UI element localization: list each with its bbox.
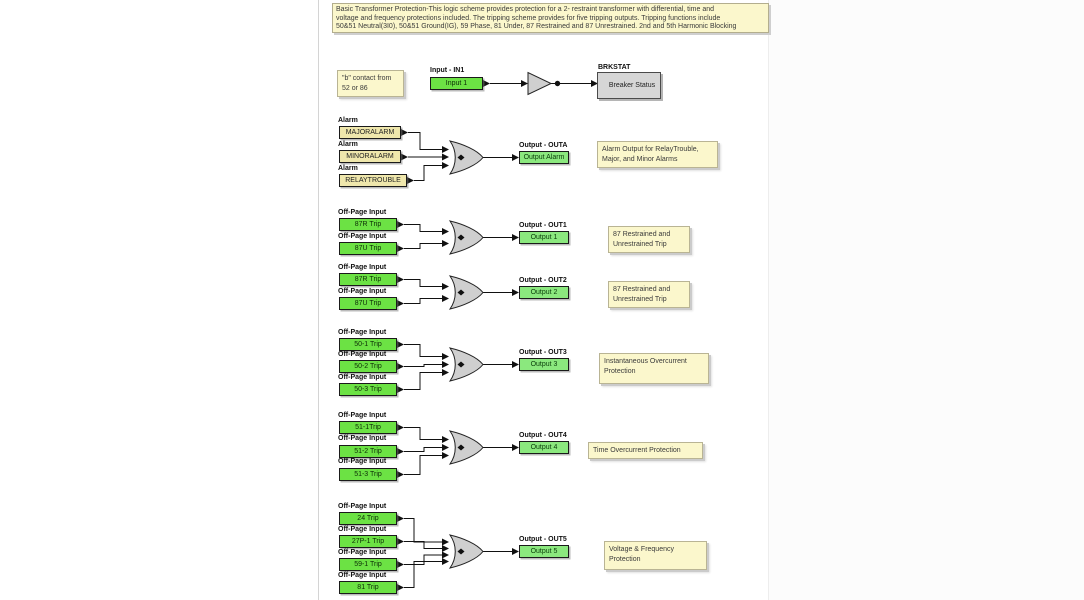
- arrowhead: [397, 300, 404, 307]
- brkstat-block[interactable]: Breaker Status: [597, 72, 661, 99]
- arrowhead: [442, 539, 449, 546]
- input-block-87r-trip[interactable]: 87R Trip: [339, 218, 397, 231]
- arrowhead: [401, 129, 408, 136]
- arrowhead: [483, 80, 490, 87]
- arrowhead: [512, 234, 519, 241]
- arrowhead: [442, 353, 449, 360]
- arrowhead: [442, 228, 449, 235]
- offpage-label: Off-Page Input: [338, 329, 387, 336]
- offpage-label: Off-Page Input: [338, 549, 387, 556]
- alarm-block-majoralarm[interactable]: MAJORALARM: [339, 126, 401, 139]
- offpage-label: Off-Page Input: [338, 458, 387, 465]
- input-block-27p-1-trip[interactable]: 27P-1 Trip: [339, 535, 397, 548]
- offpage-label: Off-Page Input: [338, 526, 387, 533]
- arrowhead: [512, 444, 519, 451]
- input-block-50-2-trip[interactable]: 50-2 Trip: [339, 360, 397, 373]
- arrowhead: [397, 561, 404, 568]
- output-block-out3[interactable]: Output 3: [519, 358, 569, 371]
- wire: [404, 519, 442, 543]
- wire: [404, 555, 442, 565]
- description-line: voltage and frequency protections included. The tripping scheme provides for five tripping outputs. Tripping functions include: [336, 14, 721, 22]
- alarm-label: Alarm: [338, 141, 358, 148]
- input-block-51-1-trip[interactable]: 51-1Trip: [339, 421, 397, 434]
- arrowhead: [397, 584, 404, 591]
- wire: [404, 373, 442, 390]
- out2-label: Output - OUT2: [519, 277, 567, 284]
- input-block-87u-trip[interactable]: 87U Trip: [339, 242, 397, 255]
- input-in1-label: Input - IN1: [430, 67, 465, 74]
- arrowhead: [442, 552, 449, 559]
- arrowhead: [512, 361, 519, 368]
- arrowhead: [397, 538, 404, 545]
- out5-label: Output - OUT5: [519, 536, 567, 543]
- arrowhead: [512, 548, 519, 555]
- input-block-51-2-trip[interactable]: 51-2 Trip: [339, 445, 397, 458]
- or-gate-out3[interactable]: [450, 348, 483, 381]
- description-line: 50&51 Neutral(3I0), 50&51 Ground(IG), 59 Phase, 81 Under, 87 Restrained and 87 Unrestrained. 2nd and 5th Harmonic Blocking: [336, 23, 737, 30]
- input-block-51-3-trip[interactable]: 51-3 Trip: [339, 468, 397, 481]
- input-block-87r-trip[interactable]: 87R Trip: [339, 273, 397, 286]
- alarm-block-minoralarm[interactable]: MINORALARM: [339, 150, 401, 163]
- arrowhead: [442, 436, 449, 443]
- arrowhead: [397, 276, 404, 283]
- arrowhead: [401, 154, 408, 161]
- offpage-label: Off-Page Input: [338, 264, 387, 271]
- wire: [408, 133, 442, 150]
- output-block-out2[interactable]: Output 2: [519, 286, 569, 299]
- offpage-label: Off-Page Input: [338, 503, 387, 510]
- arrowhead: [442, 361, 449, 368]
- outa-label: Output - OUTA: [519, 142, 568, 149]
- buffer-gate[interactable]: [528, 73, 551, 95]
- description-note[interactable]: [332, 3, 769, 33]
- note-out2[interactable]: 87 Restrained and Unrestrained Trip: [608, 281, 690, 308]
- arrowhead: [397, 515, 404, 522]
- arrowhead: [397, 221, 404, 228]
- wire: [404, 225, 442, 232]
- note-out5[interactable]: Voltage & Frequency Protection: [604, 541, 707, 570]
- out3-label: Output - OUT3: [519, 349, 567, 356]
- wire: [404, 365, 442, 367]
- arrowhead: [442, 283, 449, 290]
- offpage-label: Off-Page Input: [338, 233, 387, 240]
- arrowhead: [442, 154, 449, 161]
- wire: [404, 562, 442, 588]
- arrowhead: [397, 471, 404, 478]
- arrowhead: [442, 558, 449, 565]
- or-gate-out4[interactable]: [450, 431, 483, 464]
- offpage-label: Off-Page Input: [338, 435, 387, 442]
- or-gate-out1[interactable]: [450, 221, 483, 254]
- note-b-contact[interactable]: "b" contact from 52 or 86: [337, 70, 404, 97]
- note-out1[interactable]: 87 Restrained and Unrestrained Trip: [608, 226, 690, 253]
- arrowhead: [397, 363, 404, 370]
- wire: [414, 166, 442, 181]
- arrowhead: [442, 240, 449, 247]
- wire: [404, 448, 442, 452]
- output-block-out4[interactable]: Output 4: [519, 441, 569, 454]
- arrowhead: [397, 341, 404, 348]
- arrowhead: [442, 295, 449, 302]
- output-block-outa[interactable]: Output Alarm: [519, 151, 569, 164]
- offpage-label: Off-Page Input: [338, 209, 387, 216]
- alarm-label: Alarm: [338, 165, 358, 172]
- junction-dot: [555, 81, 560, 86]
- wire: [404, 280, 442, 287]
- output-block-out1[interactable]: Output 1: [519, 231, 569, 244]
- arrowhead: [512, 289, 519, 296]
- note-out3[interactable]: Instantaneous Overcurrent Protection: [599, 353, 709, 384]
- arrowhead: [442, 162, 449, 169]
- out1-label: Output - OUT1: [519, 222, 567, 229]
- arrowhead: [442, 452, 449, 459]
- arrowhead: [397, 424, 404, 431]
- arrowhead: [442, 146, 449, 153]
- note-alarm-output[interactable]: Alarm Output for RelayTrouble, Major, and Minor Alarms: [597, 141, 718, 168]
- alarm-label: Alarm: [338, 117, 358, 124]
- input-block-87u-trip[interactable]: 87U Trip: [339, 297, 397, 310]
- arrowhead: [397, 245, 404, 252]
- offpage-label: Off-Page Input: [338, 412, 387, 419]
- arrowhead: [407, 177, 414, 184]
- arrowhead: [512, 154, 519, 161]
- arrowhead: [442, 545, 449, 552]
- offpage-label: Off-Page Input: [338, 351, 387, 358]
- brkstat-label: BRKSTAT: [598, 64, 631, 71]
- offpage-label: Off-Page Input: [338, 288, 387, 295]
- input-block-50-1-trip[interactable]: 50-1 Trip: [339, 338, 397, 351]
- or-gate-alarm[interactable]: [450, 141, 483, 174]
- offpage-label: Off-Page Input: [338, 374, 387, 381]
- input-block-24-trip[interactable]: 24 Trip: [339, 512, 397, 525]
- arrowhead: [521, 80, 528, 87]
- wire: [404, 542, 442, 549]
- wire: [404, 299, 442, 304]
- wire: [404, 428, 442, 440]
- wire: [404, 345, 442, 357]
- input-block-in1[interactable]: Input 1: [430, 77, 483, 90]
- or-gate-out2[interactable]: [450, 276, 483, 309]
- arrowhead: [442, 444, 449, 451]
- arrowhead: [442, 369, 449, 376]
- description-line: Basic Transformer Protection-This logic scheme provides protection for a 2- restraint transformer with differential, time and: [336, 6, 715, 13]
- output-block-out5[interactable]: Output 5: [519, 545, 569, 558]
- alarm-block-relaytrouble[interactable]: RELAYTROUBLE: [339, 174, 407, 187]
- offpage-label: Off-Page Input: [338, 572, 387, 579]
- wire: [404, 244, 442, 249]
- out4-label: Output - OUT4: [519, 432, 567, 439]
- wire: [404, 456, 442, 475]
- note-out4[interactable]: Time Overcurrent Protection: [588, 442, 703, 459]
- arrowhead: [397, 386, 404, 393]
- input-block-59-1-trip[interactable]: 59-1 Trip: [339, 558, 397, 571]
- arrowhead: [397, 448, 404, 455]
- input-block-81-trip[interactable]: 81 Trip: [339, 581, 397, 594]
- input-block-50-3-trip[interactable]: 50-3 Trip: [339, 383, 397, 396]
- or-gate-out5[interactable]: [450, 535, 483, 568]
